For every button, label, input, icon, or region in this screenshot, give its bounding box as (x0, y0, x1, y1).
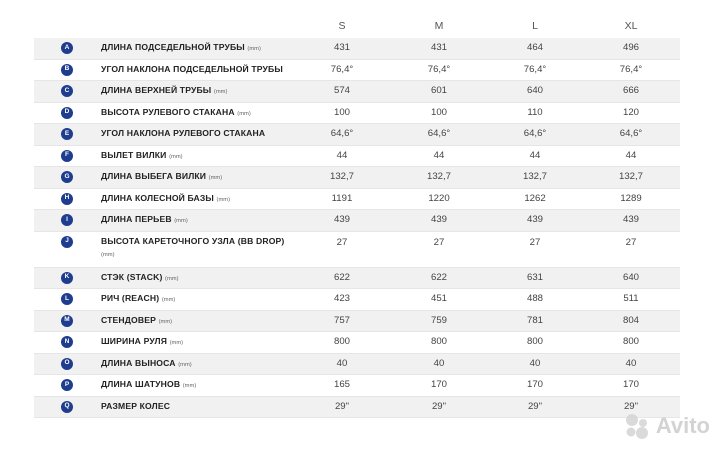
row-letter-badge: P (61, 379, 73, 391)
value-cell-s: 29" (334, 400, 350, 412)
table-row (34, 354, 680, 376)
value-cell-xl: 640 (622, 271, 640, 283)
value-cell-xl: 1289 (620, 192, 642, 204)
row-letter-badge: G (61, 171, 73, 183)
table-row (34, 232, 680, 268)
row-letter-badge: K (61, 272, 73, 284)
value-cell-l: 781 (526, 314, 544, 326)
size-header-xl: XL (624, 20, 638, 32)
value-cell-m: 27 (433, 236, 445, 248)
value-cell-m: 132,7 (426, 171, 452, 182)
row-label-text: ДЛИНА ВЫНОСА (101, 357, 176, 368)
value-cell-m: 170 (430, 379, 448, 390)
value-cell-m: 44 (433, 149, 445, 161)
value-cell-l: 631 (526, 271, 544, 283)
value-cell-l: 132,7 (522, 171, 548, 182)
row-label-text: ДЛИНА ВЕРХНЕЙ ТРУБЫ (101, 85, 212, 95)
row-unit: (mm) (169, 340, 184, 346)
row-letter-badge: C (61, 85, 73, 97)
row-label-text: СТЭК (STACK) (101, 271, 163, 282)
value-cell-xl: 120 (622, 106, 640, 118)
table-row (34, 103, 680, 125)
value-cell-xl: 439 (622, 214, 640, 225)
value-cell-l: 40 (529, 357, 541, 369)
size-header-l: L (532, 20, 538, 32)
value-cell-xl: 511 (623, 293, 639, 304)
row-label (101, 379, 196, 389)
row-unit: (mm) (158, 318, 173, 325)
value-cell-s: 76,4° (330, 63, 354, 75)
row-label-text: ВЫСОТА РУЛЕВОГО СТАКАНА (101, 106, 235, 117)
value-cell-m: 40 (433, 357, 445, 369)
avito-watermark (622, 411, 710, 441)
value-cell-xl: 40 (625, 357, 637, 369)
value-cell-m: 100 (430, 106, 448, 118)
table-row (34, 397, 680, 419)
value-cell-m: 759 (430, 314, 448, 326)
table-row (34, 289, 680, 311)
row-label (101, 42, 261, 52)
row-label-text: ШИРИНА РУЛЯ (101, 336, 168, 346)
value-cell-s: 27 (336, 236, 348, 248)
table-row (34, 38, 680, 60)
value-cell-m: 76,4° (427, 63, 451, 75)
value-cell-s: 439 (333, 214, 351, 225)
row-letter-badge: N (61, 336, 73, 348)
table-row (34, 189, 680, 211)
value-cell-m: 622 (430, 271, 448, 283)
value-cell-s: 44 (336, 149, 348, 161)
value-cell-s: 1191 (331, 192, 353, 204)
value-cell-m: 431 (430, 42, 448, 53)
row-label-text: СТЕНДОВЕР (101, 314, 157, 325)
row-label-text: УГОЛ НАКЛОНА РУЛЕВОГО СТАКАНА (101, 128, 266, 138)
value-cell-l: 1262 (524, 192, 546, 204)
row-letter-badge: L (61, 293, 73, 305)
value-cell-s: 431 (333, 42, 351, 53)
row-unit: (mm) (182, 383, 197, 389)
size-header-row (34, 14, 680, 38)
table-row (34, 60, 680, 82)
geometry-table (34, 14, 680, 418)
value-cell-l: 64,6° (523, 128, 547, 139)
row-unit: (mm) (216, 196, 231, 203)
row-label (101, 293, 175, 303)
row-label-text: УГОЛ НАКЛОНА ПОДСЕДЕЛЬНОЙ ТРУБЫ (101, 63, 283, 74)
row-label (101, 236, 284, 258)
size-header-s: S (338, 20, 346, 32)
row-label-text: ДЛИНА ШАТУНОВ (101, 379, 181, 389)
row-label (101, 358, 192, 368)
table-row (34, 311, 680, 333)
row-unit: (mm) (208, 175, 223, 181)
value-cell-s: 574 (333, 85, 351, 96)
row-label (101, 401, 170, 411)
row-letter-badge: I (61, 214, 73, 226)
table-row (34, 332, 680, 354)
row-label (101, 272, 179, 282)
value-cell-xl: 44 (625, 149, 637, 161)
value-cell-s: 132,7 (329, 171, 355, 182)
value-cell-l: 640 (526, 85, 544, 96)
table-row (34, 167, 680, 189)
row-label-text: ВЫСОТА КАРЕТОЧНОГО УЗЛА (BB DROP) (101, 235, 285, 246)
value-cell-xl: 800 (622, 336, 640, 347)
table-row (34, 81, 680, 103)
row-label (101, 128, 265, 138)
row-letter-badge: J (61, 236, 73, 248)
row-label (101, 171, 222, 181)
value-cell-xl: 76,4° (619, 63, 643, 75)
table-row (34, 210, 680, 232)
row-label (101, 193, 230, 203)
value-cell-xl: 666 (622, 85, 640, 96)
row-unit: (mm) (161, 297, 176, 303)
row-unit: (mm) (237, 110, 251, 117)
row-letter-badge: B (61, 64, 73, 76)
row-unit: (mm) (213, 89, 228, 95)
row-letter-badge: H (61, 193, 73, 205)
row-label (101, 107, 251, 117)
value-cell-l: 439 (526, 214, 544, 225)
row-label-text: РИЧ (REACH) (101, 293, 160, 303)
value-cell-l: 170 (526, 379, 544, 390)
value-cell-l: 29" (527, 400, 543, 412)
value-cell-s: 423 (333, 293, 351, 304)
row-label (101, 315, 172, 325)
value-cell-l: 27 (529, 236, 541, 248)
value-cell-s: 64,6° (330, 128, 354, 139)
row-letter-badge: F (61, 150, 73, 162)
value-cell-l: 110 (527, 106, 543, 118)
row-label (101, 336, 183, 346)
value-cell-m: 800 (430, 336, 448, 347)
value-cell-s: 757 (333, 314, 351, 326)
size-header-m: M (434, 20, 444, 32)
value-cell-xl: 804 (622, 314, 640, 326)
row-unit: (mm) (174, 218, 188, 224)
value-cell-s: 165 (333, 379, 351, 390)
row-label (101, 85, 227, 95)
row-unit: (mm) (178, 361, 192, 368)
row-letter-badge: M (61, 315, 73, 327)
row-label-text: РАЗМЕР КОЛЕС (101, 400, 171, 411)
row-label (101, 214, 188, 224)
row-letter-badge: A (61, 42, 73, 54)
value-cell-xl: 170 (622, 379, 640, 390)
value-cell-m: 601 (430, 85, 448, 96)
table-row (34, 268, 680, 290)
row-unit: (mm) (165, 275, 179, 282)
geometry-rows (34, 38, 680, 418)
row-label-text: ДЛИНА КОЛЕСНОЙ БАЗЫ (101, 192, 214, 203)
row-letter-badge: D (61, 107, 73, 119)
value-cell-m: 29" (431, 400, 447, 412)
value-cell-xl: 29" (623, 400, 639, 412)
row-letter-badge: E (61, 128, 73, 140)
row-label-text: ДЛИНА ВЫБЕГА ВИЛКИ (101, 171, 207, 181)
table-row (34, 375, 680, 397)
value-cell-xl: 132,7 (618, 171, 644, 182)
row-label (101, 150, 183, 160)
value-cell-l: 76,4° (523, 63, 547, 75)
row-unit: (mm) (101, 251, 115, 258)
value-cell-l: 488 (526, 293, 544, 304)
value-cell-xl: 496 (622, 42, 640, 53)
row-unit: (mm) (169, 153, 183, 160)
value-cell-xl: 64,6° (619, 128, 643, 139)
row-label (101, 64, 283, 74)
row-label-text: ДЛИНА ПОДСЕДЕЛЬНОЙ ТРУБЫ (101, 42, 245, 52)
row-label-text: ВЫЛЕТ ВИЛКИ (101, 149, 167, 160)
value-cell-s: 800 (333, 336, 351, 347)
value-cell-s: 100 (333, 106, 351, 118)
row-label-text: ДЛИНА ПЕРЬЕВ (101, 214, 172, 224)
watermark-text: Avito (655, 413, 710, 438)
value-cell-m: 1220 (428, 192, 450, 204)
value-cell-l: 800 (526, 336, 544, 347)
value-cell-m: 64,6° (427, 128, 451, 139)
value-cell-l: 44 (529, 149, 541, 161)
row-letter-badge: Q (61, 401, 73, 413)
value-cell-m: 439 (430, 214, 448, 225)
row-letter-badge: O (61, 358, 73, 370)
value-cell-s: 622 (333, 271, 351, 283)
avito-logo-icon (622, 411, 652, 441)
table-row (34, 124, 680, 146)
table-row (34, 146, 680, 168)
value-cell-l: 464 (526, 42, 544, 53)
value-cell-xl: 27 (625, 236, 637, 248)
value-cell-s: 40 (336, 357, 348, 369)
value-cell-m: 451 (430, 293, 448, 304)
row-unit: (mm) (247, 46, 261, 52)
